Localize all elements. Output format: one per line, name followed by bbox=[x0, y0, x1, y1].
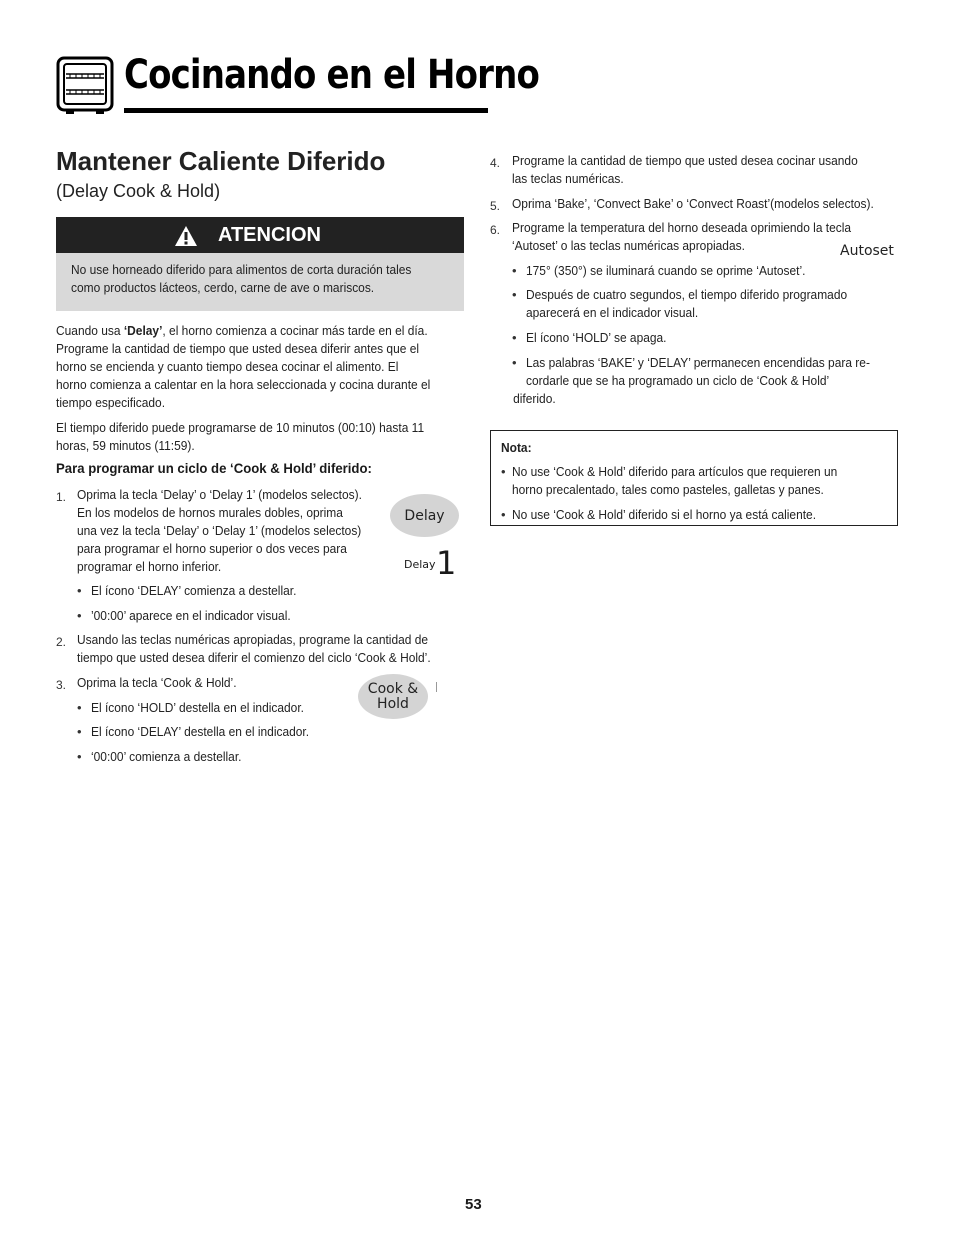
intro-paragraph bbox=[56, 322, 461, 412]
title-underline bbox=[124, 108, 488, 113]
paragraph-line: horno se encienda y cuanto tiempo desea cocinar el alimento. El bbox=[56, 359, 399, 374]
step-line: En los modelos de hornos murales dobles, oprima bbox=[77, 505, 343, 520]
bullet-text: El ícono ‘HOLD’ destella en el indicador. bbox=[91, 700, 304, 715]
step-line: Programe la cantidad de tiempo que usted desea cocinar usando bbox=[512, 153, 858, 168]
paragraph-text: , el horno comienza a cocinar más tarde en el día. bbox=[162, 323, 428, 338]
section-subtitle: (Delay Cook & Hold) bbox=[56, 181, 221, 201]
step-number: 6. bbox=[490, 223, 501, 237]
step-number: 1. bbox=[56, 490, 67, 504]
bullet-text: El ícono ‘DELAY’ comienza a destellar. bbox=[91, 583, 297, 598]
note-title: Nota: bbox=[501, 440, 532, 455]
paragraph-line: tiempo especificado. bbox=[56, 395, 166, 410]
oven-icon bbox=[56, 56, 114, 116]
step-line: Programe la temperatura del horno deseada oprimiendo la tecla bbox=[512, 220, 852, 235]
bullet-dot: • bbox=[77, 749, 82, 764]
bullet-dot: • bbox=[512, 263, 517, 278]
delay-key-graphic bbox=[390, 494, 459, 537]
caution-header-bar bbox=[56, 217, 464, 253]
step-3-text: Oprima la tecla ‘Cook & Hold’. bbox=[77, 675, 237, 690]
page-number: 53 bbox=[465, 1196, 482, 1213]
step-1-text bbox=[77, 486, 381, 576]
step-line: las teclas numéricas. bbox=[512, 171, 624, 186]
bullet-dot: • bbox=[501, 464, 506, 479]
step-4-text bbox=[512, 152, 898, 188]
step-line: Usando las teclas numéricas apropiadas, programe la cantidad de bbox=[77, 632, 429, 647]
bullet-text: ’00:00’ aparece en el indicador visual. bbox=[91, 608, 291, 623]
step-number: 3. bbox=[56, 678, 67, 692]
cook-hold-key-label: Cook & bbox=[367, 680, 419, 697]
bullet-dot: • bbox=[512, 330, 517, 345]
delay-key-reference: ‘Delay’ bbox=[123, 323, 163, 338]
cook-hold-key-graphic bbox=[358, 674, 428, 719]
caution-text-line: como productos lácteos, cerdo, carne de ave o mariscos. bbox=[71, 280, 375, 295]
bullet-line: cordarle que se ha programado un ciclo de ‘Cook & Hold’ bbox=[526, 373, 830, 388]
page-title: Cocinando en el Horno bbox=[124, 52, 539, 98]
caution-box bbox=[56, 217, 464, 311]
step-number: 2. bbox=[56, 635, 67, 649]
caution-text bbox=[71, 261, 448, 297]
delay-1-key-number: 1 bbox=[436, 544, 457, 582]
delay-1-key-label: Delay bbox=[404, 558, 436, 571]
delay-range-paragraph bbox=[56, 419, 461, 455]
divider-tick bbox=[436, 682, 437, 692]
bullet-line: aparecerá en el indicador visual. bbox=[526, 305, 699, 320]
procedure-subheading: Para programar un ciclo de ‘Cook & Hold’ diferido: bbox=[56, 460, 372, 476]
paragraph-text: Cuando usa bbox=[56, 323, 124, 338]
autoset-key-graphic: Autoset bbox=[840, 243, 894, 259]
bullet-text: ‘00:00’ comienza a destellar. bbox=[91, 749, 242, 764]
bullet-text: El ícono ‘DELAY’ destella en el indicador. bbox=[91, 724, 310, 739]
warning-triangle-icon bbox=[174, 225, 198, 247]
note-bullet-text bbox=[512, 463, 880, 499]
bullet-dot: • bbox=[77, 700, 82, 715]
bullet-line: horno precalentado, tales como pasteles, galletas y panes. bbox=[512, 482, 824, 497]
step-line: para programar el horno superior o dos veces para bbox=[77, 541, 347, 556]
step-2-text bbox=[77, 631, 463, 667]
paragraph-line: horas, 59 minutos (11:59). bbox=[56, 438, 195, 453]
section-title: Mantener Caliente Diferido bbox=[56, 146, 386, 176]
bullet-line: Las palabras ‘BAKE’ y ‘DELAY’ permanecen encendidas para re- bbox=[526, 355, 870, 370]
bullet-text bbox=[513, 354, 903, 408]
bullet-text bbox=[526, 286, 894, 322]
caution-text-line: No use horneado diferido para alimentos de corta duración tales bbox=[71, 262, 412, 277]
paragraph-line bbox=[56, 322, 461, 340]
bullet-dot: • bbox=[77, 583, 82, 598]
cook-hold-key-label: Hold bbox=[377, 695, 409, 712]
delay-key-label: Delay bbox=[404, 507, 445, 524]
bullet-line: Después de cuatro segundos, el tiempo diferido programado bbox=[526, 287, 848, 302]
delay-1-key-graphic bbox=[404, 546, 464, 582]
paragraph-line: El tiempo diferido puede programarse de 10 minutos (00:10) hasta 11 bbox=[56, 420, 425, 435]
bullet-dot: • bbox=[501, 507, 506, 522]
step-line: una vez la tecla ‘Delay’ o ‘Delay 1’ (modelos selectos) bbox=[77, 523, 362, 538]
bullet-dot: • bbox=[77, 724, 82, 739]
note-bullet-text: No use ‘Cook & Hold’ diferido si el horno ya está caliente. bbox=[512, 507, 817, 522]
bullet-line: No use ‘Cook & Hold’ diferido para artículos que requieren un bbox=[512, 464, 838, 479]
caution-title: ATENCION bbox=[218, 224, 321, 246]
bullet-dot: • bbox=[512, 355, 517, 370]
step-number: 5. bbox=[490, 199, 501, 213]
bullet-dot: • bbox=[512, 287, 517, 302]
step-number: 4. bbox=[490, 156, 501, 170]
step-5-text: Oprima ‘Bake’, ‘Convect Bake’ o ‘Convect Roast’(modelos selectos). bbox=[512, 196, 874, 211]
note-box bbox=[490, 430, 898, 526]
step-line: ‘Autoset’ o las teclas numéricas apropiadas. bbox=[512, 238, 745, 253]
paragraph-line: horno comienza a calentar en la hora seleccionada y cocina durante el bbox=[56, 377, 431, 392]
bullet-line: diferido. bbox=[513, 391, 556, 406]
step-line: tiempo que usted desea diferir el comienzo del ciclo ‘Cook & Hold’. bbox=[77, 650, 431, 665]
paragraph-line: Programe la cantidad de tiempo que usted desea diferir antes que el bbox=[56, 341, 420, 356]
bullet-text: El ícono ‘HOLD’ se apaga. bbox=[526, 330, 667, 345]
bullet-dot: • bbox=[77, 608, 82, 623]
bullet-text: 175° (350°) se iluminará cuando se oprime ‘Autoset’. bbox=[526, 263, 806, 278]
step-line: programar el horno inferior. bbox=[77, 559, 222, 574]
step-line: Oprima la tecla ‘Delay’ o ‘Delay 1’ (modelos selectos). bbox=[77, 487, 362, 502]
